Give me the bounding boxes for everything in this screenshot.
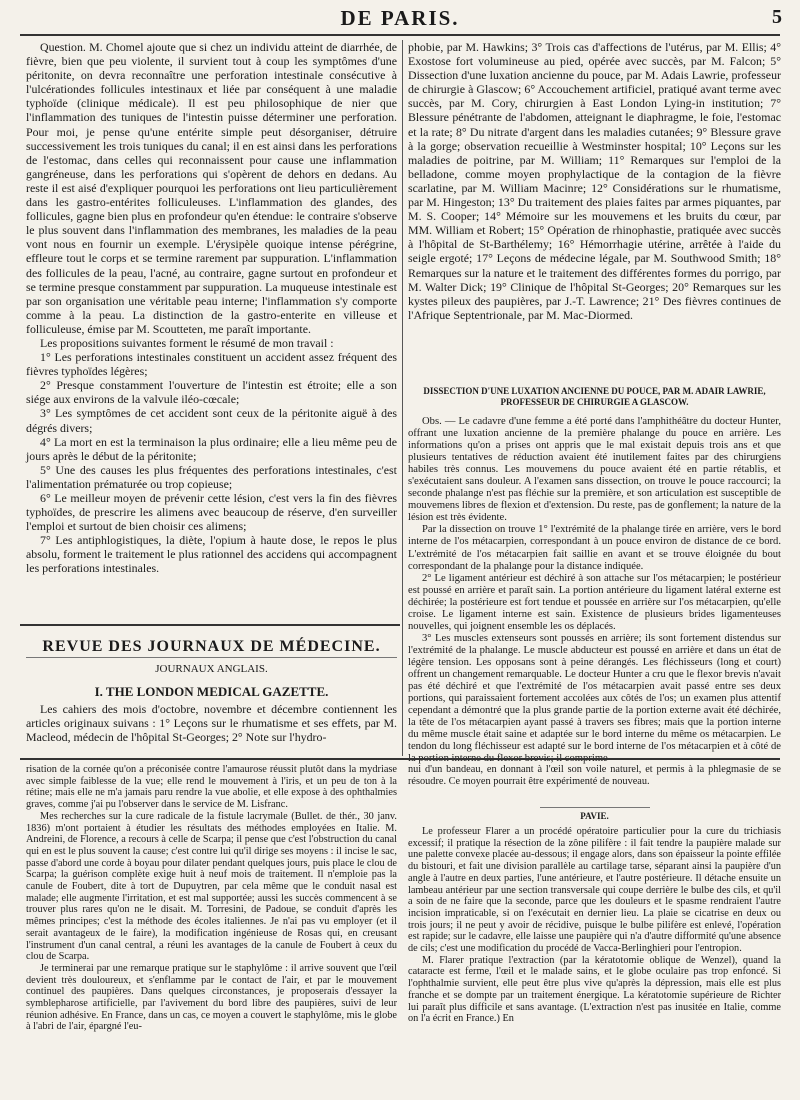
divider — [26, 657, 397, 658]
paragraph: nui d'un bandeau, en donnant à l'œil son voile naturel, et permis à la phlegmasie de se résoudre. Ce moyen pourrait être expérimenté de nouveau. — [408, 764, 781, 787]
bottom-right-top — [408, 764, 781, 806]
list-item: 6° Le meilleur moyen de prévenir cette lésion, c'est vers la fin des fièvres typhoïdes, de prescrire les alimens avec beaucoup de réserve, d'en surveiller l'emploi et surtout de bien choisir ces alimens; — [26, 491, 397, 534]
pavie-heading: PAVIE. — [580, 811, 609, 821]
list-item: 7° Les antiphlogistiques, la diète, l'opium à haute dose, le repos le plus absolu, forment le traitement le plus rationnel des accidens qui accompagnent les perforations intestinales. — [26, 533, 397, 576]
section-rule — [20, 758, 780, 760]
paragraph: Obs. — Le cadavre d'une femme a été porté dans l'amphithéâtre du docteur Hunter, offrant une luxation ancienne de la première phalange du pouce en arrière. Les informations qu'on a prises ont appris que le mal existait depuis trois ans et que plusieurs tentatives de réduction avaient été inutilement faites par des chirurgiens habiles très connus. Les mouvemens du pouce avaient été en partie rétablis, et s'exécutaient sans douleur. A l'examen sans dissection, on trouve le pouce raccourci; la seconde phalange n'est pas fléchie sur la première, et son articulation est susceptible de mouvemens libres de flexion et d'extension. Du reste, pas de gonflement; la nature de la lésion est très évidente. — [408, 416, 781, 524]
column-divider — [402, 40, 403, 756]
bottom-left-column — [26, 764, 397, 1094]
paragraph: risation de la cornée qu'on a préconisée contre l'amaurose réussit plutôt dans la mydriase avec simple faiblesse de la vue; elle rend le mouvement à l'iris, et un peu de ton à la rétine; mais elle ne m'a jamais paru rendre la vue abolie, et elle expose à des ophthalmies graves, comme j'ai pu l'observer dans le service de M. Lisfranc. — [26, 764, 397, 811]
revue-subtitle: JOURNAUX ANGLAIS. — [155, 663, 268, 675]
paragraph: phobie, par M. Hawkins; 3° Trois cas d'affections de l'utérus, par M. Ellis; 4° Exostose fort volumineuse au pied, opérée avec succès, par M. Falcon; 5° Dissection d'une luxation ancienne du pouce, par M. Adais Lawrie, professeur de chirurgie à Glascow; 6° Accouchement artificiel, pratiqué avant terme avec succès, par M. Cory, chirurgien à East London Lying-in institution; 7° Blessure pénétrante de l'abdomen, atteignant le diaphragme, le foie, l'estomac et la rate; 8° Du nitrate d'argent dans les maladies cutanées; 9° Blessure grave à la gorge; observation recueillie à Westminster hospital; 10° Leçons sur les maladies de poitrine, par M. William; 11° Remarques sur l'emploi de la belladone, comme moyen prophylactique de la contagion de la fièvre scarlatine, par M. William Macinre; 12° Considérations sur le rhumatisme, par M. Hingeston; 13° Du traitement des plaies faites par armes piquantes, par M. S. Cooper; 14° Mémoire sur les mouvemens et les bruits du cœur, par MM. William et Robert; 15° Opération de rhinophastie, pratiquée avec succès à l'hôpital de St-Barthélemy; 16° Hémorrhagie utérine, arrêtée à l'aide du seigle ergoté; 17° Leçons de médecine légale, par M. Southwood Smith; 18° Remarques sur la nature et le traitement des différentes formes du porrigo, par M. Walter Dick; 19° Clinique de l'hôpital St-Georges; 20° Remarques sur les kystes pileux des paupières, par J.-T. Lawrence; 21° Des fièvres continues de l'Afrique Septentrionale, par M. Mac-Diormed. — [408, 40, 781, 322]
paragraph: 3° Les muscles extenseurs sont poussés en arrière; ils sont fortement distendus sur l'extrémité de la phalange. Le muscle abducteur est poussé en arrière et dans un état de légère tension. Les opposans sont à peine dérangés. Les fléchisseurs (long et court) offrent un changement remarquable. Le docteur Hunter a cru que le flexor brevis n'avait pas été déchiré et que l'extrémité de l'os métacarpien avait passé entre ses deux portions, qui paraissaient fortement accolées aux côtés de l'os; un examen plus attentif cependant a démontré que la plus grande partie de la portion externe avait été déchirée, la tête de l'os métacarpien ayant passé à travers ses fibres; mais que la portion interne du même muscle était saine et adaptée sur le bord interne du même os métacarpien. Le tendon du long fléchisseur est adapté sur le bord interne de l'os métacarpien et à côté de la portion interne du flexor brevis; il comprime — [408, 632, 781, 765]
list-item: 3° Les symptômes de cet accident sont ceux de la péritonite aiguë à des dégrés divers; — [26, 406, 397, 435]
revue-intro — [26, 702, 397, 756]
list-item: 4° La mort en est la terminaison la plus ordinaire; elle a lieu même peu de jours après le début de la péritonite; — [26, 434, 397, 463]
bottom-right-column — [408, 826, 781, 1096]
paragraph: Je terminerai par une remarque pratique sur le staphylôme : il arrive souvent que l'œil devient très douloureux, et s'enflamme par le contact de l'air, et par le mouvement continuel des paupières. Dans quelques circonstances, je proposerais d'essayer la symblepharose artificielle, par l'avivement du bord libre des paupières, suivi de leur réunion adhésive. En France, dans un cas, ce moyen a couvert le staphylôme, mis le globe à l'abri de l'air, épargné l'eu- — [26, 962, 397, 1033]
paragraph: 2° Le ligament antérieur est déchiré à son attache sur l'os métacarpien; le postérieur est poussé en arrière et paraît sain. La portion antérieure du ligament latéral externe est déchirée; la postérieure est fort tendue et poussée en arrière sur l'os métacarpien, qu'elle croise. Le ligament interne est sain. Existence de plusieurs brides ligamenteuses nouvelles, qui joignent ensemble les os déplacés. — [408, 572, 781, 632]
revue-title: REVUE DES JOURNAUX DE MÉDECINE. — [42, 638, 381, 655]
list-item: 2° Presque constamment l'ouverture de l'intestin est étroite; elle a son siége aux environs de la valvule iléo-cœcale; — [26, 378, 397, 407]
paragraph: Question. M. Chomel ajoute que si chez un individu atteint de diarrhée, de fièvre, bien que peu violente, il survient tout à coup les symptômes d'une péritonite, on devra reconnaître une perforation intestinale consécutive à l'ulcérationdes follicules intestinaux et liée par conséquent à une maladie typhoïde (clinique médicale). Il est peu philosophique de nier que l'inflammation des tuniques de l'intestin puisse déterminer une perforation. Pour moi, je pense qu'une entérite simple peut désorganiser, détruire successivement les trois tuniques du canal; il en est ainsi dans les perforations de l'estomac, dans celles qui reconnaissent pour cause une inflammation gangréneuse, dans les perforations qui s'opèrent de dehors en dedans. Au reste il est aisé d'expliquer pourquoi les perforations ont lieu particulièrement dans les gastro-entérites folliculeuses. L'inflammation des glandes, des follicules, gagne bien plus en profondeur qu'en étendue: le contraire s'observe le plus souvent dans l'inflammation des membranes, les maladies de la peau vont nous en fournir un exemple. L'érysipèle quoique intense pérégrine, effleure tout le corps et se termine rarement par suppuration. L'inflammation des follicules de la peau, l'acné, au contraire, gagne surtout en profondeur et se termine presque constamment par suppuration. La muqueuse intestinale est par son organisation une véritable peau interne; l'inflammation s'y comporte comme à la peau. La distinction de la gastro-enterite en villeuse et folliculeuse, émise par M. Scoutteten, me paraît importante. — [26, 40, 397, 336]
paragraph: Le professeur Flarer a un procédé opératoire particulier pour la cure du trichiasis excessif; il pratique la résection de la zône pilifère : il fait tendre la paupière malade sur une palette convexe placée au-dessous; il engage alors, dans son épaisseur la pointe effilée du bistouri, et fait une division parallèle au cartilage tarse, séparant ainsi la paupière d'un angle à l'autre en deux parties, l'une antérieure, et l'autre postérieure. Il détache ensuite un lambeau antérieur par une section transversale qui coupe derrière le bulbe des cils, et qu'il a soin de ne faire que la seconde, parce que les douleurs et le spasme rendraient l'autre incision impraticable, si on l'exécutait en dernier lieu. La plaie se cicatrise en deux ou trois jours; il ne peut y avoir de récidive, puisque le bulbe pilifère est enlevé, l'opération est rapide; sur le cadavre, elle laisse une paupière qui n'a d'autre difformité qu'une absence de cils; c'est une modification du procédé de Vacca-Berlinghieri pour l'entropion. — [408, 826, 781, 955]
list-item: 1° Les perforations intestinales constituent un accident assez fréquent des fièvres typhoïdes légères; — [26, 350, 397, 379]
page-number: 5 — [772, 6, 782, 28]
paragraph: Les cahiers des mois d'octobre, novembre et décembre contiennent les articles originaux suivans : 1° Leçons sur le rhumatisme et ses effets, par M. Macleod, médecin de l'hôpital St-Georges; 2° Note sur l'hydro- — [26, 702, 397, 745]
paragraph: Par la dissection on trouve 1° l'extrémité de la phalange tirée en arrière, vers le bord interne de l'os métacarpien, correspondant à un pouce environ de distance de ce bord. L'extrémité de l'os métacarpien fait saillie en avant et se trouve éloignée du bout correspondant de la phalange pour la distance indiquée. — [408, 524, 781, 572]
top-left-column — [26, 40, 397, 620]
paragraph: Les propositions suivantes forment le résumé de mon travail : — [40, 335, 334, 350]
dissection-column — [408, 416, 781, 765]
page-title: DE PARIS. — [340, 6, 460, 30]
list-item: 5° Une des causes les plus fréquentes des perforations intestinales, c'est l'alimentation prématurée ou trop copieuse; — [26, 462, 397, 491]
header-rule — [20, 34, 780, 36]
divider — [540, 807, 650, 808]
paragraph: Mes recherches sur la cure radicale de la fistule lacrymale (Bullet. de thér., 30 janv. 1836) m'ont portaient à étudier les résultats des méthodes employées en Italie. M. Andreini, de Florence, a recours à celle de Scarpa; il pense que c'est l'obstruction du canal qui en est le plus souvent la cause; c'est contre lui qu'il dirige ses moyens : il incise le sac, passe d'abord une corde à boyau pour dilater pendant quelques jours, puis place le clou de Scarpa; la guérison complète exige huit à neuf mois de traitement. Il n'emploie pas la canule de Foubert, dite à tort de Dupuytren, par cela même que le conduit nasal est malade; elle augmente l'irritation, et est mal supportée; aussi les succès commencent à se trouver plus rares qu'on ne le disait. M. Torresini, de Padoue, se conduit d'après les mêmes principes; c'est la méthode des écoles italiennes. Je n'ai pas vu employer (et il serait avantageux de le faire), la modification ingénieuse de Rosas qui, en creusant l'instrument d'un canal central, a réuni les avantages de la canule de Foubert à ceux du clou de Scarpa. — [26, 810, 397, 963]
page-header — [0, 0, 800, 40]
dissection-heading: DISSECTION D'UNE LUXATION ANCIENNE DU POUCE, PAR M. ADAIR LAWRIE, PROFESSEUR DE CHIRURGIE A GLASCOW. — [423, 386, 766, 407]
paragraph: M. Flarer pratique l'extraction (par la kératotomie oblique de Wenzel), quand la cataracte est ferme, l'œil et le malade sains, et le globe oculaire pas trop enfoncé. Si l'ophthalmie survient, elle peut être plus vive qu'après la dépression, mais elle est plus franche et se dompte par un traitement énergique. La kératotomie supérieure de Richter lui paraît plus difficile et sans avantage. (L'extraction n'est pas inusitée en Italie, comme on l'a écrit en France.) En — [408, 954, 781, 1025]
top-right-column — [408, 40, 781, 382]
section-rule — [20, 624, 400, 626]
gazette-heading: I. THE LONDON MEDICAL GAZETTE. — [94, 684, 329, 699]
